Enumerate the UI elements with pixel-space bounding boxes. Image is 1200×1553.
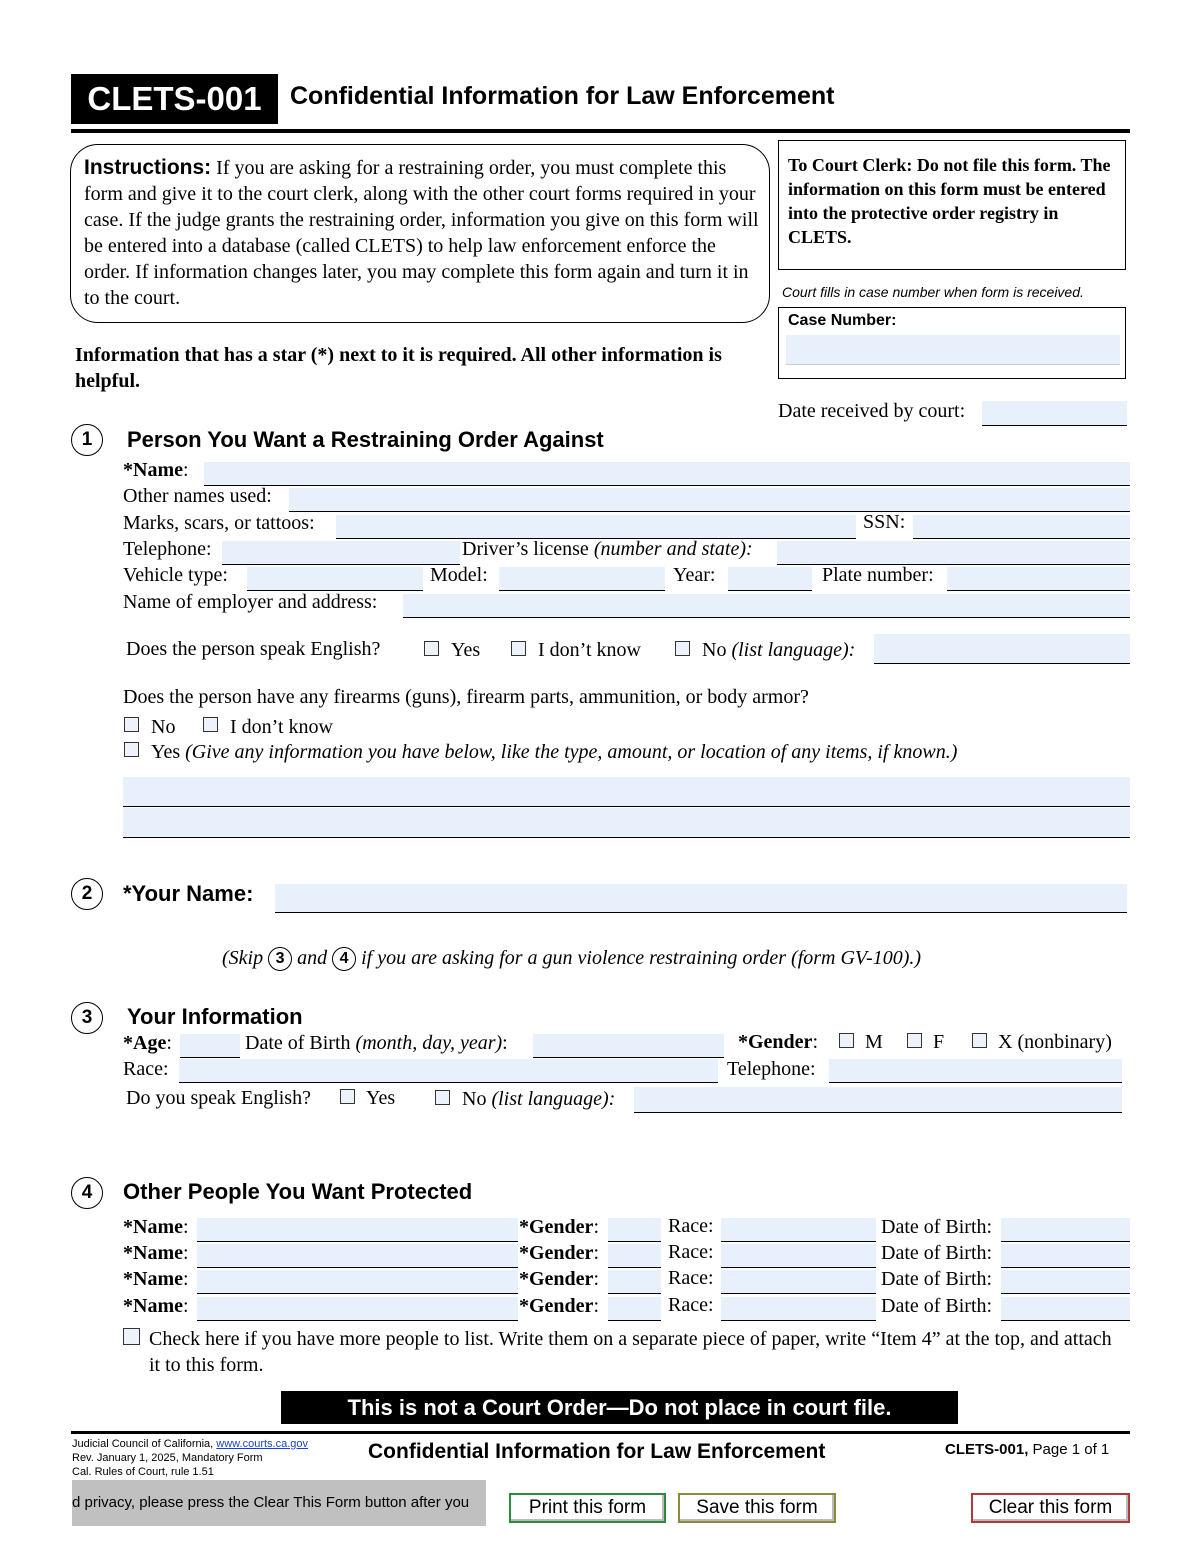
s4-more-people-text: Check here if you have more people to list. Write them on a separate piece of paper, write “Item 4” at the top, and attach it to this form. — [149, 1328, 1112, 1376]
s3-dob-field[interactable] — [533, 1034, 724, 1058]
footer-rules: Cal. Rules of Court, rule 1.51 — [72, 1466, 214, 1478]
s1-firearms-yes-checkbox[interactable] — [124, 742, 139, 757]
s1-firearms-dont-know-label: I don’t know — [230, 716, 333, 738]
s3-dob-note: (month, day, year) — [355, 1032, 503, 1054]
s3-language-field[interactable] — [634, 1087, 1122, 1113]
s3-english-yes-checkbox[interactable] — [340, 1089, 355, 1104]
s4-name-colon: : — [182, 1268, 189, 1290]
s1-english-dont-know-label: I don’t know — [538, 639, 641, 661]
s1-name-field[interactable] — [204, 462, 1130, 486]
s4-dob-field[interactable] — [1001, 1218, 1130, 1242]
s4-gender-field[interactable] — [608, 1218, 661, 1242]
s4-name-text: *Name — [123, 1268, 183, 1290]
print-button[interactable]: Print this form — [509, 1493, 666, 1523]
s3-gender-label — [738, 1031, 818, 1054]
s1-vehicle-type-label: Vehicle type: — [123, 564, 228, 586]
s3-dob-colon: : — [502, 1032, 508, 1054]
s4-race-field[interactable] — [721, 1218, 876, 1242]
date-received-field[interactable] — [982, 401, 1127, 426]
s4-name-label — [123, 1242, 189, 1265]
required-note: Information that has a star (*) next to it is required. All other information is helpful. — [75, 344, 722, 392]
s4-gender-text: *Gender — [519, 1216, 594, 1238]
s3-gender-f-label: F — [933, 1031, 945, 1053]
date-received-label: Date received by court: — [778, 400, 966, 422]
s4-name-colon: : — [182, 1242, 189, 1264]
s3-age-field[interactable] — [180, 1034, 240, 1058]
instructions-text — [84, 155, 760, 311]
s1-english-question: Does the person speak English? — [126, 638, 381, 660]
instructions-body: If you are asking for a restraining order, you must complete this form and give it to the court clerk, along with the other court forms required in your case. If the judge grants the restraining order, information you give on this form will be entered into a database (called CLETS) to help law enforcement enforce the order. If information changes later, you may complete this form again and turn it in to the court. — [84, 157, 759, 309]
s3-telephone-field[interactable] — [829, 1059, 1122, 1083]
s4-more-people-checkbox[interactable] — [123, 1328, 140, 1345]
s1-marks-field[interactable] — [336, 515, 856, 539]
s4-gender-colon: : — [593, 1216, 599, 1238]
s4-name-field[interactable] — [197, 1218, 518, 1242]
s1-ssn-label: SSN: — [863, 511, 906, 533]
s1-ssn-field[interactable] — [913, 515, 1130, 539]
s1-drivers-license-label — [462, 538, 753, 561]
s1-firearms-dont-know-checkbox[interactable] — [203, 717, 218, 732]
form-id-badge: CLETS-001 — [71, 74, 278, 124]
s4-dob-label: Date of Birth: — [881, 1242, 993, 1264]
s3-no-text: No — [462, 1088, 492, 1110]
s4-gender-label — [519, 1216, 599, 1239]
s4-gender-label — [519, 1295, 599, 1318]
s4-name-text: *Name — [123, 1216, 183, 1238]
s3-english-yes-label: Yes — [366, 1087, 396, 1109]
s1-language-field[interactable] — [874, 634, 1130, 664]
instructions-heading: Instructions: — [84, 156, 212, 179]
s1-firearms-yes-label — [151, 741, 957, 764]
s4-name-field[interactable] — [197, 1270, 518, 1294]
s1-firearms-no-label: No — [151, 716, 176, 738]
s4-name-label — [123, 1216, 189, 1239]
s1-name-colon: : — [182, 459, 189, 481]
s4-gender-text: *Gender — [519, 1295, 594, 1317]
s1-firearms-yes-note: (Give any information you have below, like the type, amount, or location of any items, if known.) — [185, 741, 958, 763]
s4-gender-field[interactable] — [608, 1244, 661, 1268]
s4-dob-field[interactable] — [1001, 1297, 1130, 1321]
section-3-title: Your Information — [127, 1004, 303, 1029]
skip-note-open: (Skip — [222, 947, 269, 969]
s1-english-dont-know-checkbox[interactable] — [511, 641, 526, 656]
s4-race-label: Race: — [668, 1215, 714, 1237]
section-1-title: Person You Want a Restraining Order Against — [127, 427, 604, 452]
s3-age-colon: : — [166, 1032, 172, 1054]
s4-name-colon: : — [182, 1216, 189, 1238]
s4-gender-text: *Gender — [519, 1268, 594, 1290]
s1-telephone-label: Telephone: — [123, 538, 212, 560]
skip-note — [222, 947, 921, 971]
s1-dl-text: Driver’s license — [462, 538, 594, 560]
footer-page: Page 1 of 1 — [1028, 1441, 1110, 1458]
s4-gender-label — [519, 1242, 599, 1265]
s4-race-field[interactable] — [721, 1244, 876, 1268]
s1-other-names-label: Other names used: — [123, 485, 272, 507]
s4-race-label: Race: — [668, 1294, 714, 1316]
s1-name-label-text: *Name — [123, 459, 183, 481]
header-rule — [71, 129, 1130, 133]
section-2-number: 2 — [71, 878, 103, 910]
s3-english-no-label — [462, 1088, 615, 1111]
footer-council — [72, 1437, 308, 1451]
section-2-title: *Your Name: — [123, 881, 254, 906]
s4-gender-colon: : — [593, 1295, 599, 1317]
case-number-field[interactable] — [786, 335, 1120, 365]
skip-note-rest: if you are asking for a gun violence restraining order (form GV-100).) — [356, 947, 922, 969]
s4-gender-field[interactable] — [608, 1270, 661, 1294]
s3-gender-text: *Gender — [738, 1031, 813, 1053]
s4-gender-colon: : — [593, 1242, 599, 1264]
s4-dob-field[interactable] — [1001, 1270, 1130, 1294]
s4-name-text: *Name — [123, 1242, 183, 1264]
s1-drivers-license-field[interactable] — [777, 541, 1130, 565]
clear-button[interactable]: Clear this form — [971, 1493, 1130, 1523]
s1-model-label: Model: — [430, 564, 488, 586]
s1-employer-field[interactable] — [403, 594, 1130, 618]
footer-rule — [71, 1431, 1130, 1434]
s4-dob-field[interactable] — [1001, 1244, 1130, 1268]
s4-name-colon: : — [182, 1295, 189, 1317]
s4-name-field[interactable] — [197, 1244, 518, 1268]
footer-council-text: Judicial Council of California, — [72, 1438, 217, 1450]
s4-race-label: Race: — [668, 1267, 714, 1289]
s3-english-no-checkbox[interactable] — [435, 1090, 450, 1105]
s4-name-text: *Name — [123, 1295, 183, 1317]
s2-your-name-field[interactable] — [275, 884, 1127, 913]
s1-vehicle-type-field[interactable] — [247, 567, 423, 591]
section-1-number: 1 — [71, 424, 103, 456]
s3-gender-colon: : — [812, 1031, 818, 1053]
s3-age-label — [123, 1032, 172, 1055]
s4-gender-text: *Gender — [519, 1242, 594, 1264]
s1-other-names-field[interactable] — [289, 488, 1130, 512]
s4-name-field[interactable] — [197, 1297, 518, 1321]
s1-name-label — [123, 459, 189, 482]
s1-english-yes-label: Yes — [451, 639, 481, 661]
section-4-number: 4 — [71, 1177, 103, 1209]
s3-race-field[interactable] — [179, 1059, 718, 1083]
s3-telephone-label: Telephone: — [727, 1058, 816, 1080]
footer-page-info — [945, 1441, 1109, 1458]
s1-telephone-field[interactable] — [222, 541, 460, 565]
save-button[interactable]: Save this form — [678, 1493, 836, 1523]
section-4-title: Other People You Want Protected — [123, 1179, 473, 1204]
footer-form-id: CLETS-001, — [945, 1441, 1029, 1458]
footer-left — [72, 1437, 308, 1479]
clerk-box — [778, 140, 1126, 270]
s1-english-yes-checkbox[interactable] — [424, 641, 439, 656]
s1-no-text: No — [702, 639, 732, 661]
case-note: Court fills in case number when form is received. — [782, 284, 1084, 300]
s4-gender-field[interactable] — [608, 1297, 661, 1321]
s1-year-field[interactable] — [728, 567, 812, 591]
s1-year-label: Year: — [673, 564, 716, 586]
s4-race-label: Race: — [668, 1241, 714, 1263]
s1-dl-note: (number and state): — [593, 538, 753, 560]
footer-rev: Rev. January 1, 2025, Mandatory Form — [72, 1452, 263, 1464]
s3-age-text: *Age — [123, 1032, 167, 1054]
footer-council-link[interactable]: www.courts.ca.gov — [216, 1438, 308, 1450]
s3-race-label: Race: — [123, 1058, 169, 1080]
footer-title: Confidential Information for Law Enforcement — [368, 1440, 826, 1463]
s3-gender-x-checkbox[interactable] — [972, 1033, 987, 1048]
section-3-number: 3 — [71, 1002, 103, 1034]
s3-gender-m-checkbox[interactable] — [839, 1033, 854, 1048]
s1-english-no-checkbox[interactable] — [675, 641, 690, 656]
s1-plate-label: Plate number: — [822, 564, 934, 586]
form-title: Confidential Information for Law Enforcement — [290, 82, 835, 110]
s1-list-language-note: (list language): — [731, 639, 856, 661]
s4-gender-colon: : — [593, 1268, 599, 1290]
s1-firearms-yes-text: Yes — [151, 741, 186, 763]
skip-note-and: and — [292, 947, 333, 969]
s1-english-no-label — [702, 639, 855, 662]
s3-gender-m-label: M — [865, 1031, 883, 1053]
s4-dob-label: Date of Birth: — [881, 1295, 993, 1317]
s4-race-field[interactable] — [721, 1297, 876, 1321]
skip-note-item-4: 4 — [332, 947, 356, 971]
s4-dob-label: Date of Birth: — [881, 1216, 993, 1238]
s1-model-field[interactable] — [499, 567, 665, 591]
s1-firearms-details-line-1[interactable] — [123, 777, 1130, 807]
s4-gender-label — [519, 1268, 599, 1291]
s4-dob-label: Date of Birth: — [881, 1268, 993, 1290]
s3-gender-x-label: X (nonbinary) — [998, 1031, 1112, 1053]
s1-firearms-question: Does the person have any firearms (guns), firearm parts, ammunition, or body armor? — [123, 686, 809, 708]
clerk-box-text: To Court Clerk: Do not file this form. The information on this form must be entered into the protective order registry in CLETS. — [788, 155, 1111, 247]
s1-firearms-details-line-2[interactable] — [123, 808, 1130, 838]
s1-firearms-no-checkbox[interactable] — [124, 717, 139, 732]
s3-dob-text: Date of Birth — [245, 1032, 356, 1054]
not-court-order-banner: This is not a Court Order—Do not place in court file. — [281, 1391, 958, 1424]
s1-marks-label: Marks, scars, or tattoos: — [123, 512, 315, 534]
case-number-label: Case Number: — [788, 312, 897, 329]
s3-dob-label — [245, 1032, 508, 1055]
skip-note-item-3: 3 — [268, 947, 292, 971]
s3-english-question: Do you speak English? — [126, 1087, 311, 1109]
s3-gender-f-checkbox[interactable] — [907, 1033, 922, 1048]
s1-plate-field[interactable] — [947, 567, 1130, 591]
s1-employer-label: Name of employer and address: — [123, 591, 378, 613]
s4-race-field[interactable] — [721, 1270, 876, 1294]
privacy-notice: d privacy, please press the Clear This Form button after you — [72, 1480, 486, 1526]
s4-name-label — [123, 1295, 189, 1318]
s4-name-label — [123, 1268, 189, 1291]
s3-list-language-note: (list language): — [491, 1088, 616, 1110]
